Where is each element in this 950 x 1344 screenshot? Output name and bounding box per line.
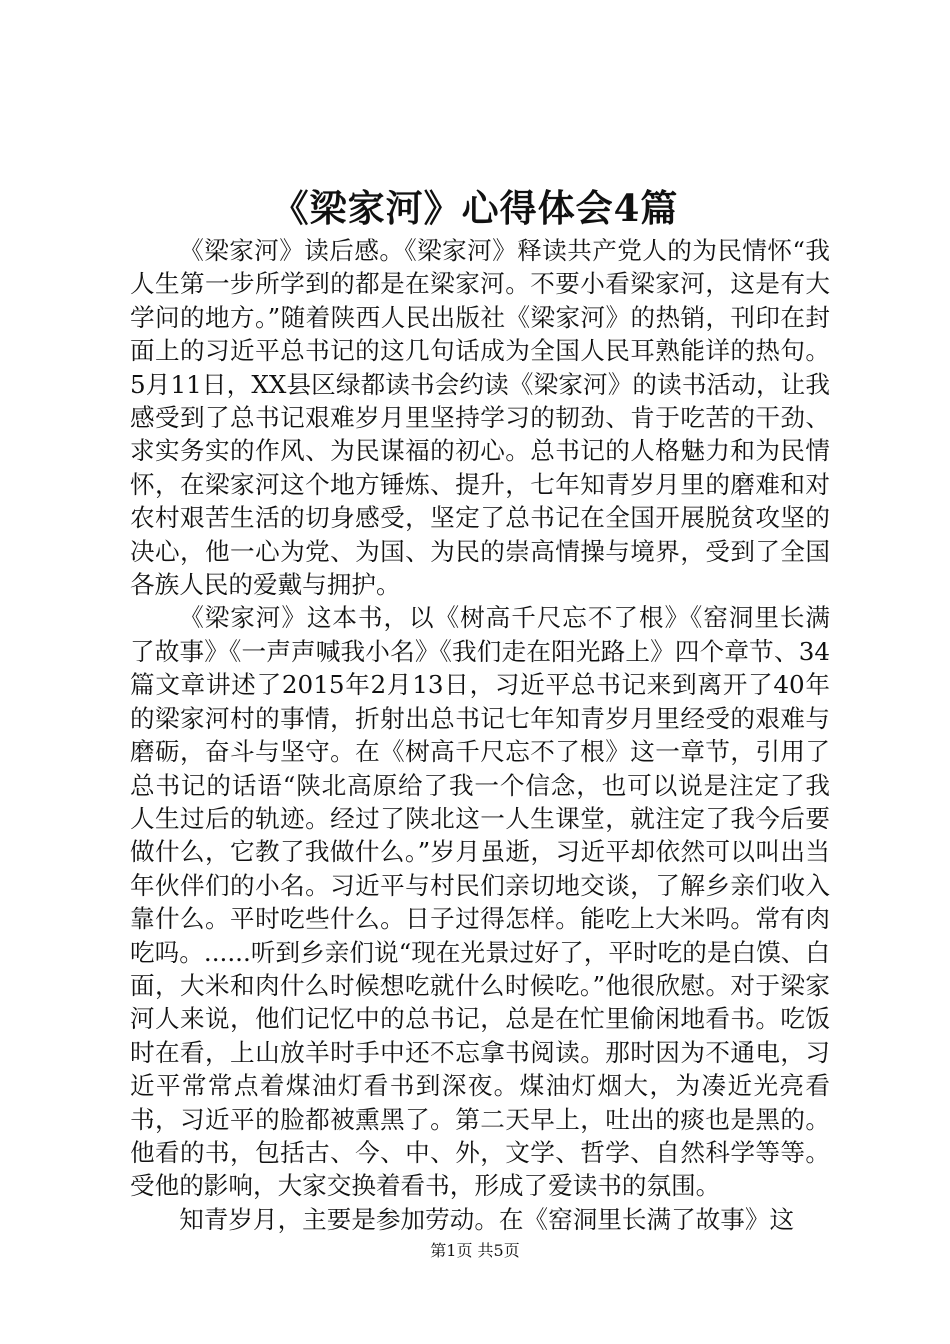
paragraph-1: 《梁家河》读后感。《梁家河》释读共产党人的为民情怀“我人生第一步所学到的都是在梁家河。不要小看梁家河，这是有大学问的地方。”随着陕西人民出版社《梁家河》的热销，刊印在封面上的习近平总书记的这几句话成为全国人民耳熟能详的热句。5月11日，XX县区绿都读书会约读《梁家河》的读书活动，让我感受到了总书记艰难岁月里坚持学习的韧劲、肯于吃苦的干劲、求实务实的作风、为民谋福的初心。总书记的人格魅力和为民情怀，在梁家河这个地方锤炼、提升，七年知青岁月里的磨难和对农村艰苦生活的切身感受，坚定了总书记在全国开展脱贫攻坚的决心，他一心为党、为国、为民的崇高情操与境界，受到了全国各族人民的爱戴与拥护。 [130, 236, 830, 600]
paragraph-2: 《梁家河》这本书，以《树高千尺忘不了根》《窑洞里长满了故事》《一声声喊我小名》《我们走在阳光路上》四个章节、34篇文章讲述了2015年2月13日，习近平总书记来到离开了40年的梁家河村的事情，折射出总书记七年知青岁月里经受的艰难与磨砺，奋斗与坚守。在《树高千尺忘不了根》这一章节，引用了总书记的话语“陕北高原给了我一个信念，也可以说是注定了我人生过后的轨迹。经过了陕北这一人生课堂，就注定了我今后要做什么，它教了我做什么。”岁月虽逝，习近平却依然可以叫出当年伙伴们的小名。习近平与村民们亲切地交谈，了解乡亲们收入靠什么。平时吃些什么。日子过得怎样。能吃上大米吗。常有肉吃吗。......听到乡亲们说“现在光景过好了，平时吃的是白馍、白面，大米和肉什么时候想吃就什么时候吃。”他很欣慰。对于梁家河人来说，他们记忆中的总书记，总是在忙里偷闲地看书。吃饭时在看，上山放羊时手中还不忘拿书阅读。那时因为不通电，习近平常常点着煤油灯看书到深夜。煤油灯烟大，为凑近光亮看书，习近平的脸都被熏黑了。第二天早上，吐出的痰也是黑的。他看的书，包括古、今、中、外，文学、哲学、自然科学等等。受他的影响，大家交换着看书，形成了爱读书的氛围。 [130, 603, 830, 1201]
document-title: 《梁家河》心得体会4篇 [271, 186, 679, 230]
page-footer: 第1页 共5页 [430, 1241, 520, 1260]
paragraph-3: 知青岁月，主要是参加劳动。在《窑洞里长满了故事》这 [179, 1204, 795, 1234]
document-body [130, 234, 830, 1236]
